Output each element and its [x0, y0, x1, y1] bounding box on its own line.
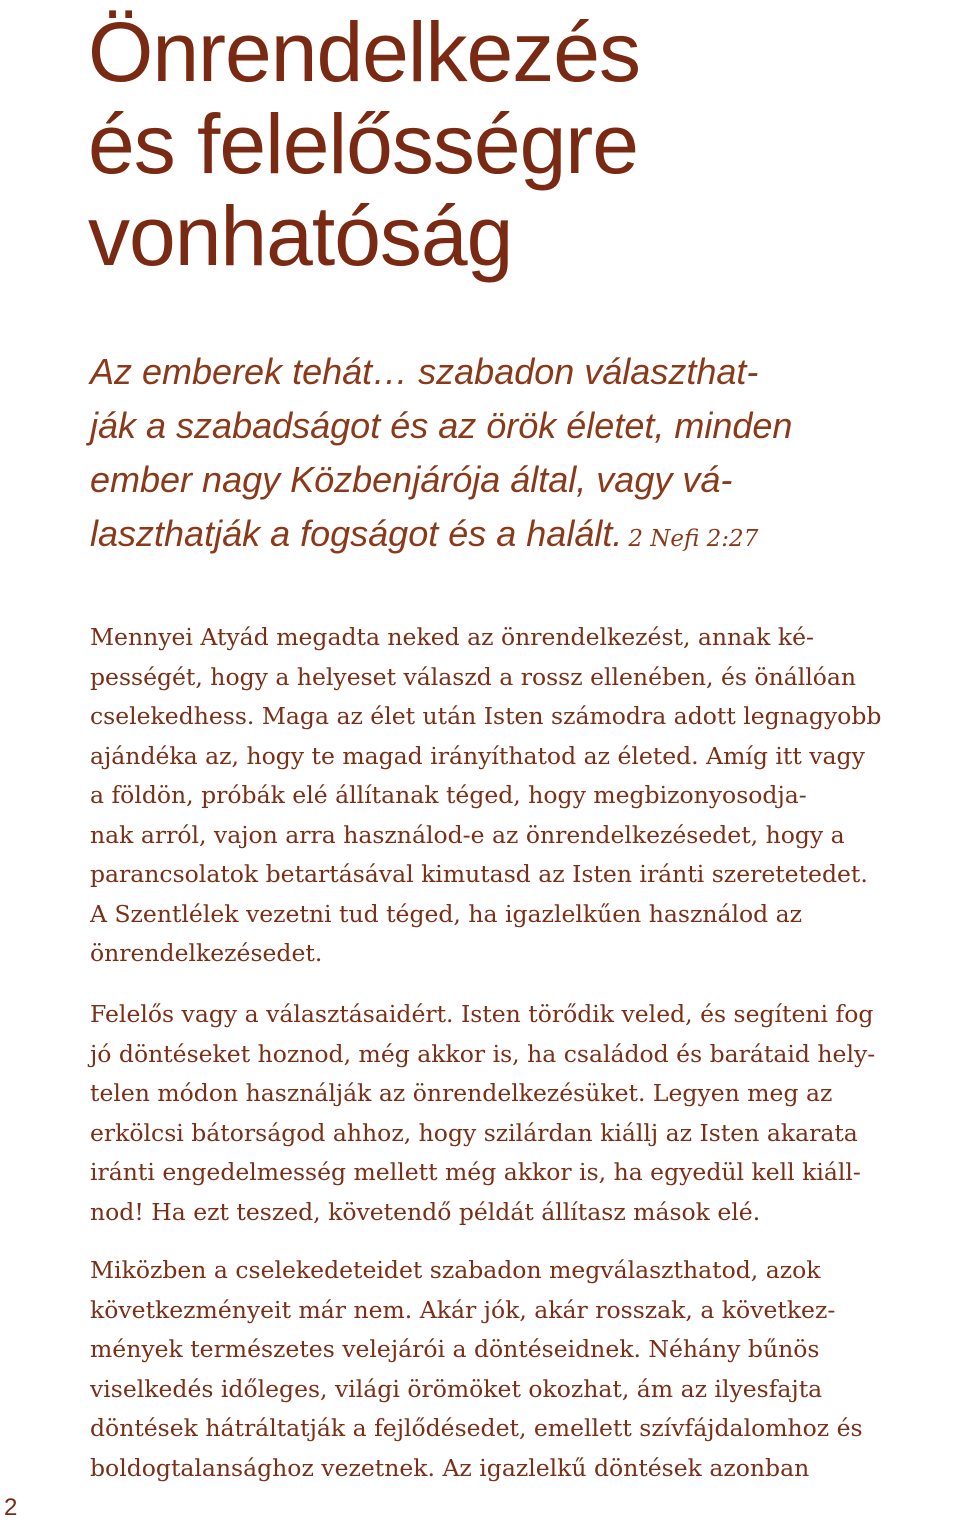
- paragraph-line: következményeit már nem. Akár jók, akár rosszak, a következ-: [90, 1295, 836, 1324]
- paragraph-line: Mennyei Atyád megadta neked az önrendelkezést, annak ké-: [90, 623, 814, 651]
- paragraph-line: nod! Ha ezt teszed, követendő példát állítasz mások elé.: [90, 1197, 761, 1226]
- paragraph-line: Felelős vagy a választásaidért. Isten törődik veled, és segíteni fog: [90, 1000, 874, 1028]
- paragraph-line: viselkedés időleges, világi örömöket okozhat, ám az ilyesfajta: [90, 1374, 823, 1403]
- paragraph-line: telen módon használják az önrendelkezésüket. Legyen meg az: [90, 1079, 833, 1107]
- paragraph-line: önrendelkezésedet.: [90, 939, 323, 967]
- title-line: és felelősségre: [88, 97, 638, 191]
- page-number: 2: [4, 1494, 18, 1521]
- body-paragraph: [90, 995, 950, 1232]
- epigraph-line-text: laszthatják a fogságot és a halált.: [90, 513, 623, 554]
- paragraph-line: pességét, hogy a helyeset válaszd a rossz ellenében, és önállóan: [90, 662, 857, 691]
- epigraph-line: ják a szabadságot és az örök életet, minden: [90, 405, 793, 446]
- title-line: Önrendelkezés: [88, 5, 640, 99]
- epigraph-line: Az emberek tehát… szabadon választhat-: [90, 351, 759, 392]
- paragraph-line: ajándéka az, hogy te magad irányíthatod az életed. Amíg itt vagy: [90, 741, 865, 770]
- paragraph-line: erkölcsi bátorságod ahhoz, hogy szilárdan kiállj az Isten akarata: [90, 1118, 858, 1147]
- body-paragraph: [90, 618, 950, 974]
- page-title: [88, 6, 928, 282]
- paragraph-line: döntések hátráltatják a fejlődésedet, emellett szívfájdalomhoz és: [90, 1414, 863, 1442]
- epigraph-line: ember nagy Közbenjárója által, vagy vá-: [90, 459, 733, 500]
- paragraph-line: parancsolatok betartásával kimutasd az Isten iránti szeretetedet.: [90, 860, 868, 888]
- paragraph-line: a földön, próbák elé állítanak téged, hogy megbizonyosodja-: [90, 781, 807, 809]
- title-line: vonhatóság: [88, 189, 513, 283]
- paragraph-line: Miközben a cselekedeteidet szabadon megválaszthatod, azok: [90, 1256, 821, 1284]
- paragraph-line: A Szentlélek vezetni tud téged, ha igazlelkűen használod az: [90, 899, 803, 928]
- paragraph-line: nak arról, vajon arra használod-e az önrendelkezésedet, hogy a: [90, 820, 845, 849]
- scripture-epigraph: [90, 345, 910, 566]
- paragraph-line: boldogtalansághoz vezetnek. Az igazlelkű döntések azonban: [90, 1453, 810, 1482]
- paragraph-line: jó döntéseket hoznod, még akkor is, ha családod és barátaid hely-: [90, 1039, 876, 1068]
- body-paragraph: [90, 1251, 950, 1488]
- paragraph-line: cselekedhess. Maga az élet után Isten számodra adott legnagyobb: [90, 702, 882, 730]
- epigraph-last-line: [90, 507, 910, 566]
- scripture-reference: 2 Nefi 2:27: [628, 526, 759, 552]
- paragraph-line: mények természetes velejárói a döntéseidnek. Néhány bűnös: [90, 1335, 820, 1363]
- paragraph-line: iránti engedelmesség mellett még akkor is, ha egyedül kell kiáll-: [90, 1158, 861, 1186]
